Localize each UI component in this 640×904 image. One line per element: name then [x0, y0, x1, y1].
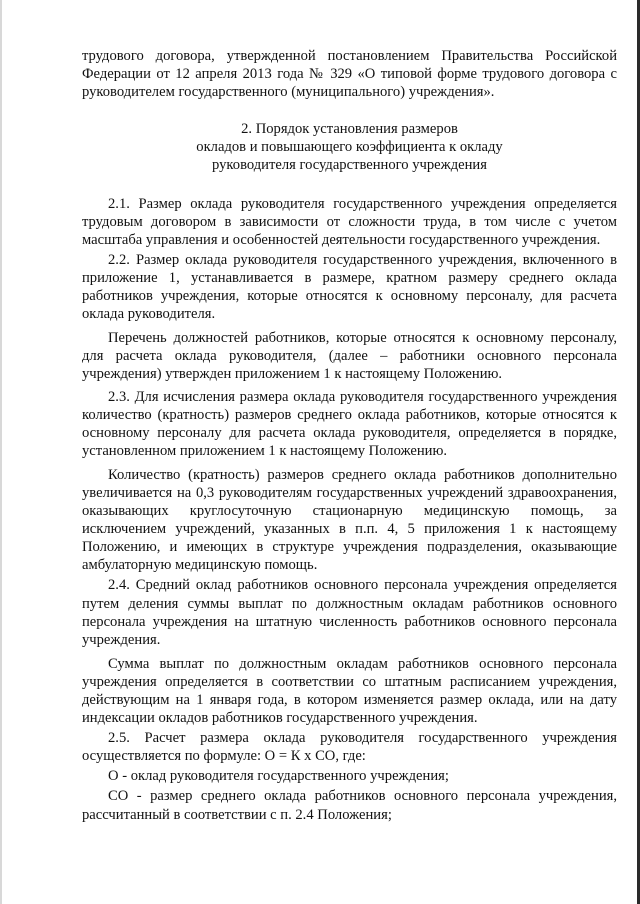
section-heading [82, 120, 617, 174]
formula-definition-co: СО - размер среднего оклада работников основного персонала учреждения, рассчитанный в соответствии с п. 2.4 Положения; [82, 788, 617, 823]
section-heading-line: руководителя государственного учреждения [212, 157, 487, 174]
paragraph-2-3: 2.3. Для исчисления размера оклада руководителя государственного учреждения количество (кратность) размеров среднего оклада работников, которые относятся к основному персоналу для расчета оклада руководителя, определяется в порядке, установленном приложением 1 к настоящему Положению. [82, 388, 617, 459]
section-heading-line: 2. Порядок установления размеров [241, 121, 458, 138]
paragraph-2-2: 2.2. Размер оклада руководителя государственного учреждения, включенного в приложение 1, устанавливается в размере, кратном размеру среднего оклада работников учреждения, которые относятся к основному персоналу, для расчета оклада руководителя. [82, 251, 617, 323]
paragraph-2-5: 2.5. Расчет размера оклада руководителя государственного учреждения осуществляется по формуле: О = К х СО, где: [82, 730, 617, 765]
paragraph-multiplier: Количество (кратность) размеров среднего оклада работников дополнительно увеличивается на 0,3 руководителям государственных учреждений здравоохранения, оказывающих круглосуточную стационарную медицинскую помощь, за исключением учреждений, указанных в п.п. 4, 5 приложения 1 к настоящему Положению, и имеющих в структуре учреждения подразделения, оказывающие амбулаторную медицинскую помощь. [82, 466, 617, 574]
paragraph-payment-sum: Сумма выплат по должностным окладам работников основного персонала учреждения определяется в соответствии со штатным расписанием учреждения, действующим на 1 января года, в котором изменяется размер оклада, или на дату индексации окладов работников государственного учреждения. [82, 655, 617, 727]
intro-paragraph: трудового договора, утвержденной постановлением Правительства Российской Федерации от 12 апреля 2013 года № 329 «О типовой форме трудового договора с руководителем государственного (муниципального) учреждения». [82, 48, 617, 101]
paragraph-2-4: 2.4. Средний оклад работников основного персонала учреждения определяется путем деления суммы выплат по должностным окладам работников основного персонала учреждения на штатную численность работников основного персонала учреждения. [82, 577, 617, 648]
document-body [82, 47, 617, 824]
section-heading-line: окладов и повышающего коэффициента к окладу [196, 139, 503, 156]
paragraph-2-1: 2.1. Размер оклада руководителя государственного учреждения определяется трудовым договором в зависимости от сложности труда, в том числе с учетом масштаба управления и особенностей деятельности государственного учреждения. [82, 195, 617, 248]
scan-edge-left [0, 0, 2, 904]
paragraph-positions-list: Перечень должностей работников, которые относятся к основному персоналу, для расчета оклада руководителя, (далее – работники основного персонала учреждения) утвержден приложением 1 к настоящему Положению. [82, 330, 617, 383]
formula-definition-o: О - оклад руководителя государственного учреждения; [108, 768, 449, 785]
